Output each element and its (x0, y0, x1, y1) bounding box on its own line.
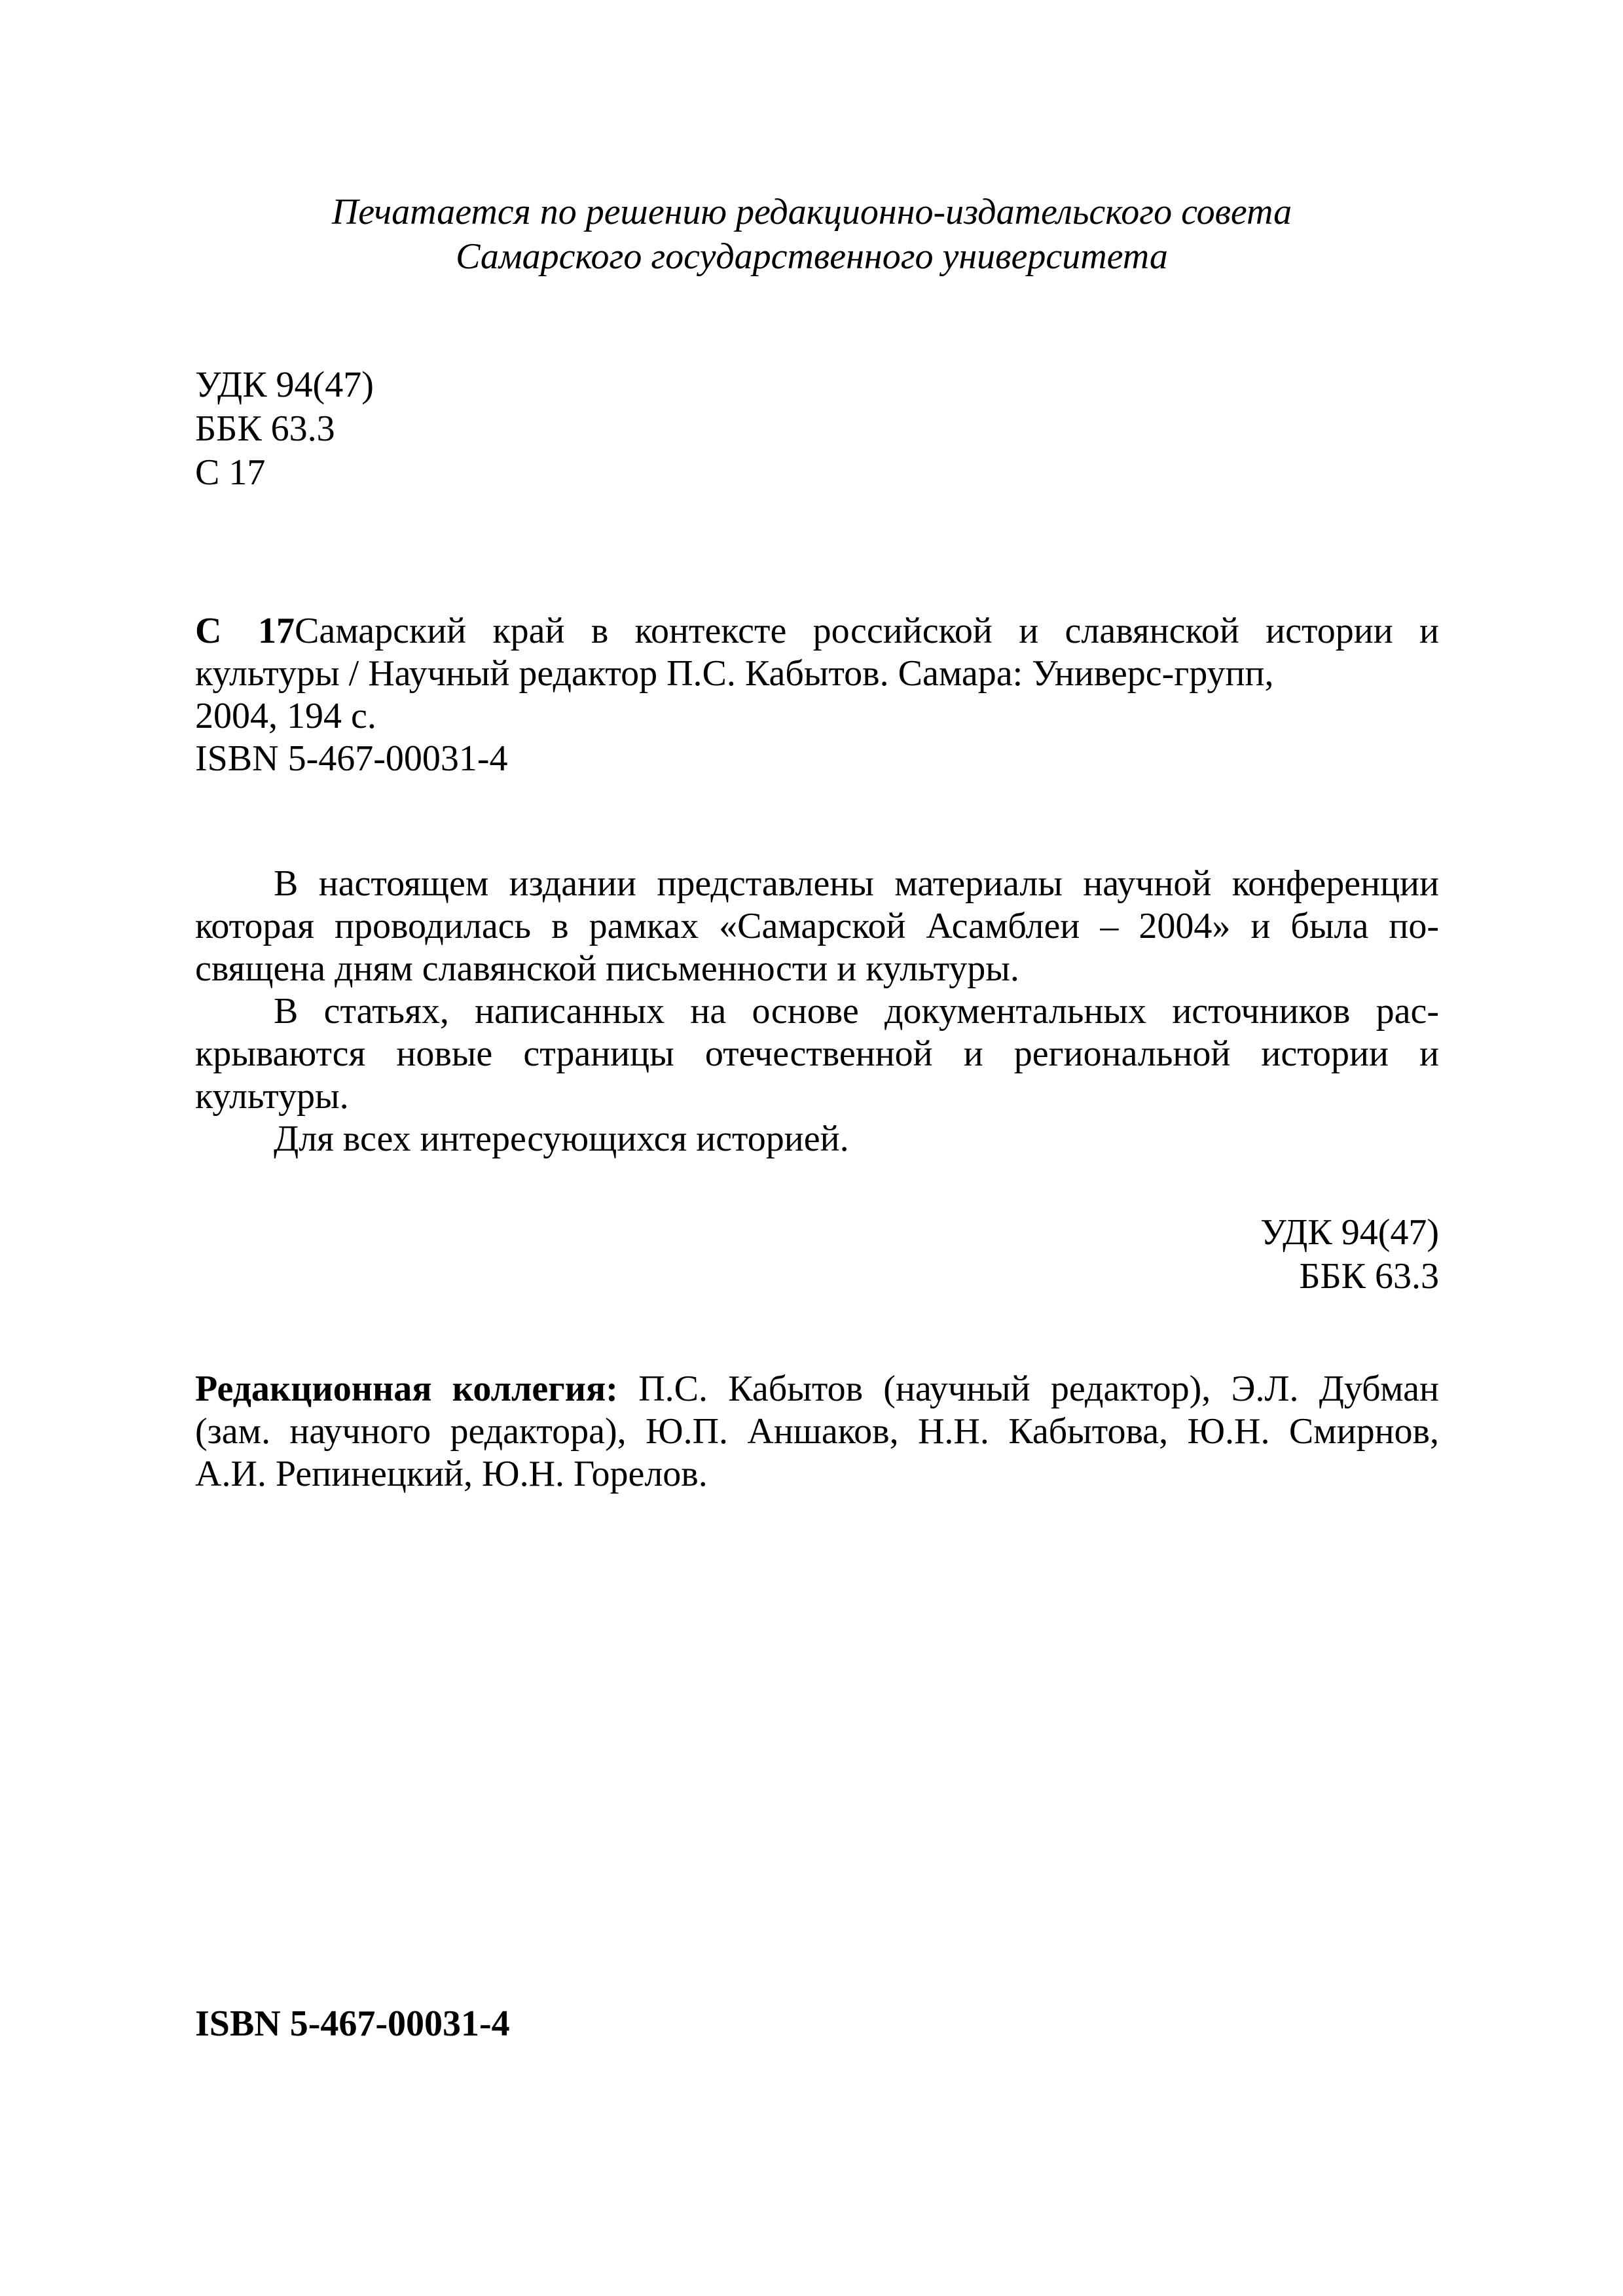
editorial-line-1 (195, 1368, 1439, 1410)
bib-line-3: 2004, 194 с. (195, 696, 376, 736)
classification-codes-bottom (1113, 1211, 1439, 1299)
bib-author-mark: С 17 (195, 611, 295, 651)
bibliographic-entry (195, 610, 1439, 738)
imprimatur-line-2: Самарского государственного университета (456, 236, 1168, 277)
editorial-line-3: А.И. Репинецкий, Ю.Н. Горелов. (195, 1454, 708, 1494)
bib-line-2: культуры / Научный редактор П.С. Кабытов. Самара: Универс-групп, (195, 653, 1274, 694)
editorial-line-1-text: П.С. Кабытов (научный редактор), Э.Л. Дубман (638, 1369, 1439, 1409)
imprimatur-line-1: Печатается по решению редакционно-издательского совета (331, 192, 1292, 232)
annotation (195, 863, 1439, 1160)
classification-codes-top (195, 363, 374, 495)
isbn-footer: ISBN 5-467-00031-4 (195, 2003, 510, 2044)
annotation-p1-line-3: священа дням славянской письменности и культуры. (195, 948, 1019, 989)
imprimatur-note (196, 190, 1427, 279)
bbk-code: ББК 63.3 (195, 408, 335, 449)
annotation-p1-line-2: которая проводилась в рамках «Самарской Асамблеи – 2004» и была по- (195, 906, 1439, 946)
editorial-board (195, 1368, 1439, 1496)
annotation-p2-line-1: В статьях, написанных на основе документальных источников рас- (274, 991, 1439, 1031)
annotation-p2-line-3: культуры. (195, 1076, 349, 1117)
bibliographic-record (195, 610, 1439, 780)
editorial-line-2: (зам. научного редактора), Ю.П. Аншаков, Н.Н. Кабытова, Ю.Н. Смирнов, (195, 1411, 1439, 1452)
udk-code-bottom: УДК 94(47) (1260, 1212, 1439, 1253)
bib-isbn: ISBN 5-467-00031-4 (195, 738, 508, 779)
annotation-p1-line-1: В настоящем издании представлены материалы научной конференции (274, 863, 1439, 904)
bbk-code-bottom: ББК 63.3 (1299, 1256, 1439, 1297)
annotation-p2-line-2: крываются новые страницы отечественной и региональной истории и (195, 1033, 1439, 1074)
annotation-p3-line-1: Для всех интересующихся историей. (274, 1119, 849, 1159)
udk-code: УДК 94(47) (195, 365, 374, 405)
editorial-board-label: Редакционная коллегия: (195, 1369, 618, 1409)
bib-line-1: Самарский край в контексте российской и славянской истории и (295, 611, 1439, 651)
author-mark: С 17 (195, 452, 266, 493)
